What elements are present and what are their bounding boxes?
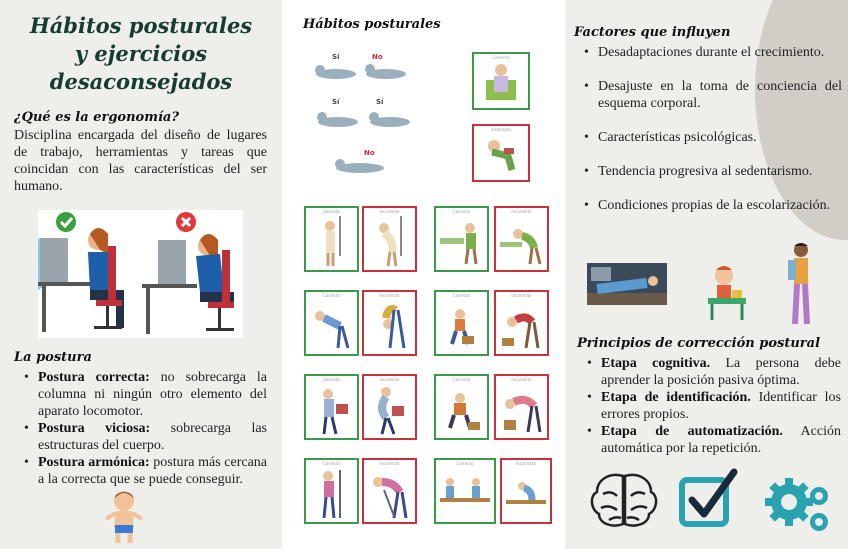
posture-frame-correct	[304, 374, 359, 440]
frame-caption: Correcto	[322, 377, 341, 382]
list-item	[577, 355, 841, 389]
frame-caption: Correcto	[452, 293, 471, 298]
posture-frame-incorrect	[362, 290, 417, 356]
frame-caption: Correcto	[456, 461, 474, 466]
title-line: Hábitos posturales	[29, 13, 253, 38]
posture-frame-incorrect	[494, 206, 549, 272]
sleep-label: Sí	[376, 98, 384, 106]
boy-illustration	[104, 489, 144, 545]
definition: postura más cercana a la correcta que se puede conseguir.	[38, 455, 268, 487]
posture-frame-correct	[304, 206, 359, 272]
sleep-label: Sí	[332, 53, 340, 61]
list-item	[14, 454, 267, 488]
list-item	[577, 389, 841, 423]
frame-caption: Incorrecto	[511, 209, 532, 214]
cross-icon	[176, 212, 196, 232]
definition: La persona debe aprender la posición pasiva óptima.	[601, 356, 842, 388]
term: Etapa de automatización.	[601, 424, 783, 439]
brain-icon	[587, 470, 661, 532]
frame-caption: Correcto	[322, 293, 341, 298]
posture-frame-correct	[434, 374, 489, 440]
student-backpack-illustration	[786, 240, 816, 330]
frame-caption: Incorrecto	[515, 461, 537, 466]
title-line: y ejercicios	[74, 41, 208, 66]
list-item	[577, 423, 841, 457]
frame-caption: Incorrecto	[379, 377, 400, 382]
posture-frame-correct	[304, 458, 359, 524]
list-item: • Tendencia progresiva al sedentarismo.	[574, 163, 842, 180]
posture-frame-correct	[434, 206, 489, 272]
posture-frame-incorrect	[362, 374, 417, 440]
panel-middle	[282, 0, 565, 549]
term: Postura viciosa:	[38, 421, 151, 436]
posture-frame-incorrect	[500, 458, 552, 524]
habitos-heading: Hábitos posturales	[303, 17, 441, 32]
posture-frame-correct	[434, 290, 489, 356]
term: Etapa de identificación.	[601, 390, 751, 405]
posture-frame-incorrect	[494, 290, 549, 356]
posture-frame-incorrect	[362, 206, 417, 272]
sleep-label: Sí	[332, 98, 340, 106]
panel-left	[0, 0, 282, 549]
frame-caption: Incorrecto	[379, 293, 400, 298]
sleep-label: No	[364, 149, 375, 157]
factores-heading: Factores que influyen	[574, 25, 731, 40]
list-item: • Desadaptaciones durante el crecimiento.	[574, 44, 842, 61]
postura-heading: La postura	[14, 350, 92, 365]
posture-frame-incorrect	[494, 374, 549, 440]
posture-frame-correct	[472, 52, 530, 110]
list-item: • Características psicológicas.	[574, 129, 842, 146]
definition: Identificar los errores propios.	[601, 390, 841, 422]
sleep-label: No	[372, 53, 383, 61]
principios-list	[577, 355, 841, 457]
definition: Acción automática por la repetición.	[601, 424, 841, 456]
principios-heading: Principios de corrección postural	[577, 336, 821, 351]
panel-right	[565, 0, 848, 549]
sleeping-positions-illustration	[314, 50, 414, 180]
frame-caption: Incorrecto	[511, 377, 532, 382]
posture-frame-incorrect	[472, 124, 530, 182]
postura-list	[14, 369, 267, 488]
sedentary-illustration	[587, 263, 667, 305]
list-item	[14, 369, 267, 420]
posture-frame-correct	[304, 290, 359, 356]
list-item: • Condiciones propias de la escolarización.	[574, 197, 842, 214]
posture-frame-correct	[434, 458, 496, 524]
frame-caption: Incorrecto	[379, 209, 400, 214]
student-desk-illustration	[702, 260, 752, 322]
gears-icon	[763, 476, 835, 536]
check-icon	[56, 212, 76, 232]
checkbox-icon	[678, 468, 738, 530]
frame-caption: Incorrecto	[379, 461, 400, 466]
term: Postura armónica:	[38, 455, 150, 470]
term: Postura correcta:	[38, 370, 150, 385]
frame-caption: Incorrecto	[490, 127, 512, 132]
definition: sobrecarga las estructuras del cuerpo.	[38, 421, 267, 453]
title-line: desaconsejados	[49, 69, 233, 94]
ergonomics-illustration	[38, 210, 243, 338]
frame-caption: Correcto	[322, 461, 341, 466]
posture-frame-incorrect	[362, 458, 417, 524]
factores-list	[574, 44, 842, 214]
list-item	[14, 420, 267, 454]
frame-caption: Correcto	[452, 209, 471, 214]
frame-caption: Correcto	[452, 377, 471, 382]
ergonomia-heading: ¿Qué es la ergonomía?	[14, 110, 179, 125]
frame-caption: Correcto	[322, 209, 341, 214]
frame-caption: Incorrecto	[511, 293, 532, 298]
definition: no sobrecarga la columna ni ningún otro elemento del aparato locomotor.	[38, 370, 267, 419]
list-item: • Desajuste en la toma de conciencia del esquema corporal.	[574, 78, 842, 112]
frame-caption: Correcto	[492, 55, 510, 60]
term: Etapa cognitiva.	[601, 356, 711, 371]
page-title	[0, 12, 282, 96]
ergonomia-text: Disciplina encargada del diseño de lugares de trabajo, herramientas y tareas que coincidan con las características del ser humano.	[14, 128, 267, 194]
